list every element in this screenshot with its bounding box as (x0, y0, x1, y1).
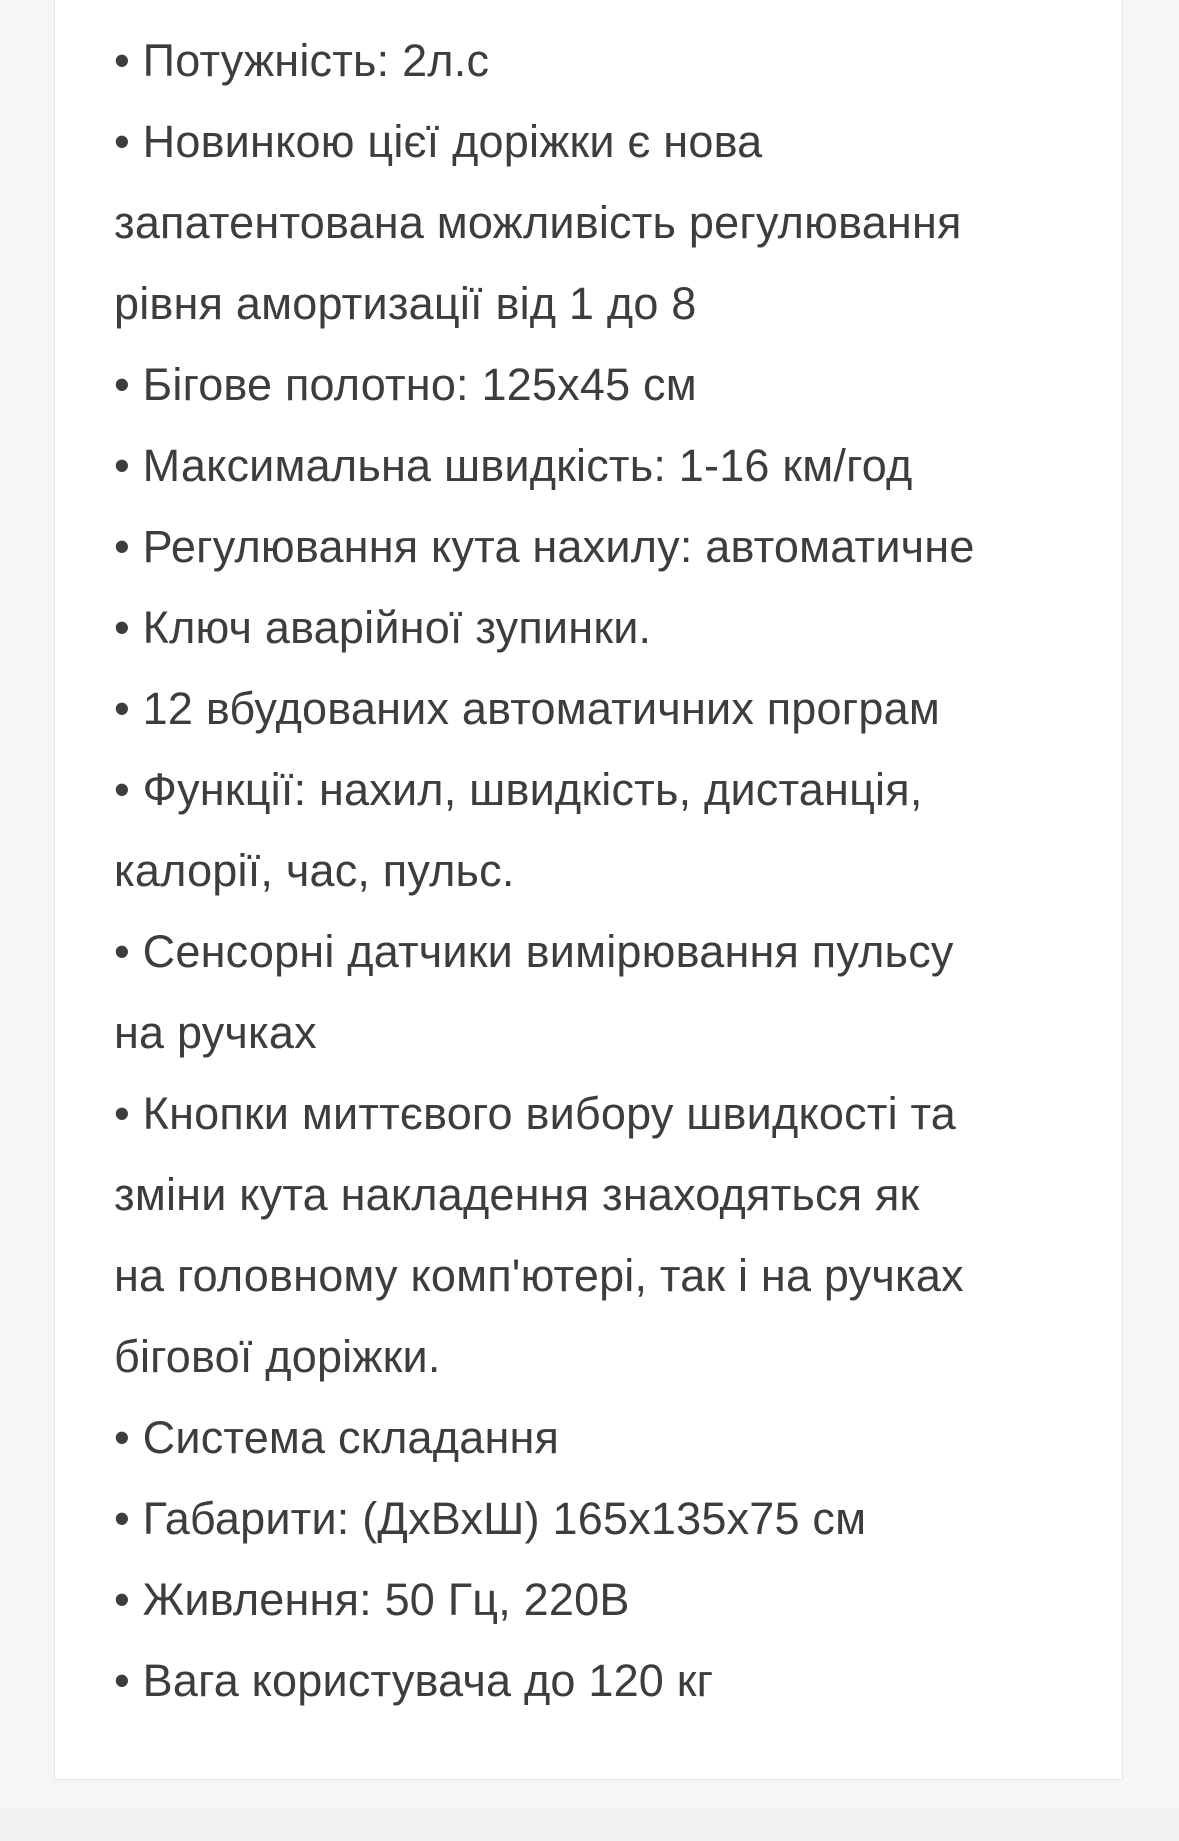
spec-line-quick-buttons-cont-1: зміни кута накладення знаходяться як (114, 1169, 920, 1220)
spec-line-novelty: • Новинкою цієї доріжки є нова (114, 116, 763, 167)
spec-line-folding: • Система складання (114, 1412, 560, 1463)
spec-line-pulse-sensors: • Сенсорні датчики вимірювання пульсу (114, 926, 954, 977)
spec-line-programs: • 12 вбудованих автоматичних програм (114, 683, 940, 734)
spec-line-functions-cont: калорії, час, пульс. (114, 845, 515, 896)
spec-line-max-speed: • Максимальна швидкість: 1-16 км/год (114, 440, 913, 491)
spec-line-quick-buttons-cont-3: бігової доріжки. (114, 1331, 441, 1382)
spec-line-incline: • Регулювання кута нахилу: автоматичне (114, 521, 975, 572)
page-bottom-edge (0, 1808, 1179, 1841)
spec-line-power-supply: • Живлення: 50 Гц, 220В (114, 1574, 630, 1625)
spec-line-safety-key: • Ключ аварійної зупинки. (114, 602, 652, 653)
spec-line-quick-buttons: • Кнопки миттєвого вибору швидкості та (114, 1088, 957, 1139)
spec-line-pulse-sensors-cont: на ручках (114, 1007, 317, 1058)
spec-line-user-weight: • Вага користувача до 120 кг (114, 1655, 714, 1706)
spec-line-dimensions: • Габарити: (ДхВхШ) 165х135х75 см (114, 1493, 867, 1544)
spec-list (114, 20, 1074, 1721)
spec-line-belt: • Бігове полотно: 125х45 см (114, 359, 697, 410)
spec-line-functions: • Функції: нахил, швидкість, дистанція, (114, 764, 923, 815)
spec-line-novelty-cont-1: запатентована можливість регулювання (114, 197, 962, 248)
spec-line-quick-buttons-cont-2: на головному комп'ютері, так і на ручках (114, 1250, 964, 1301)
spec-line-power: • Потужність: 2л.с (114, 35, 490, 86)
spec-line-novelty-cont-2: рівня амортизації від 1 до 8 (114, 278, 697, 329)
